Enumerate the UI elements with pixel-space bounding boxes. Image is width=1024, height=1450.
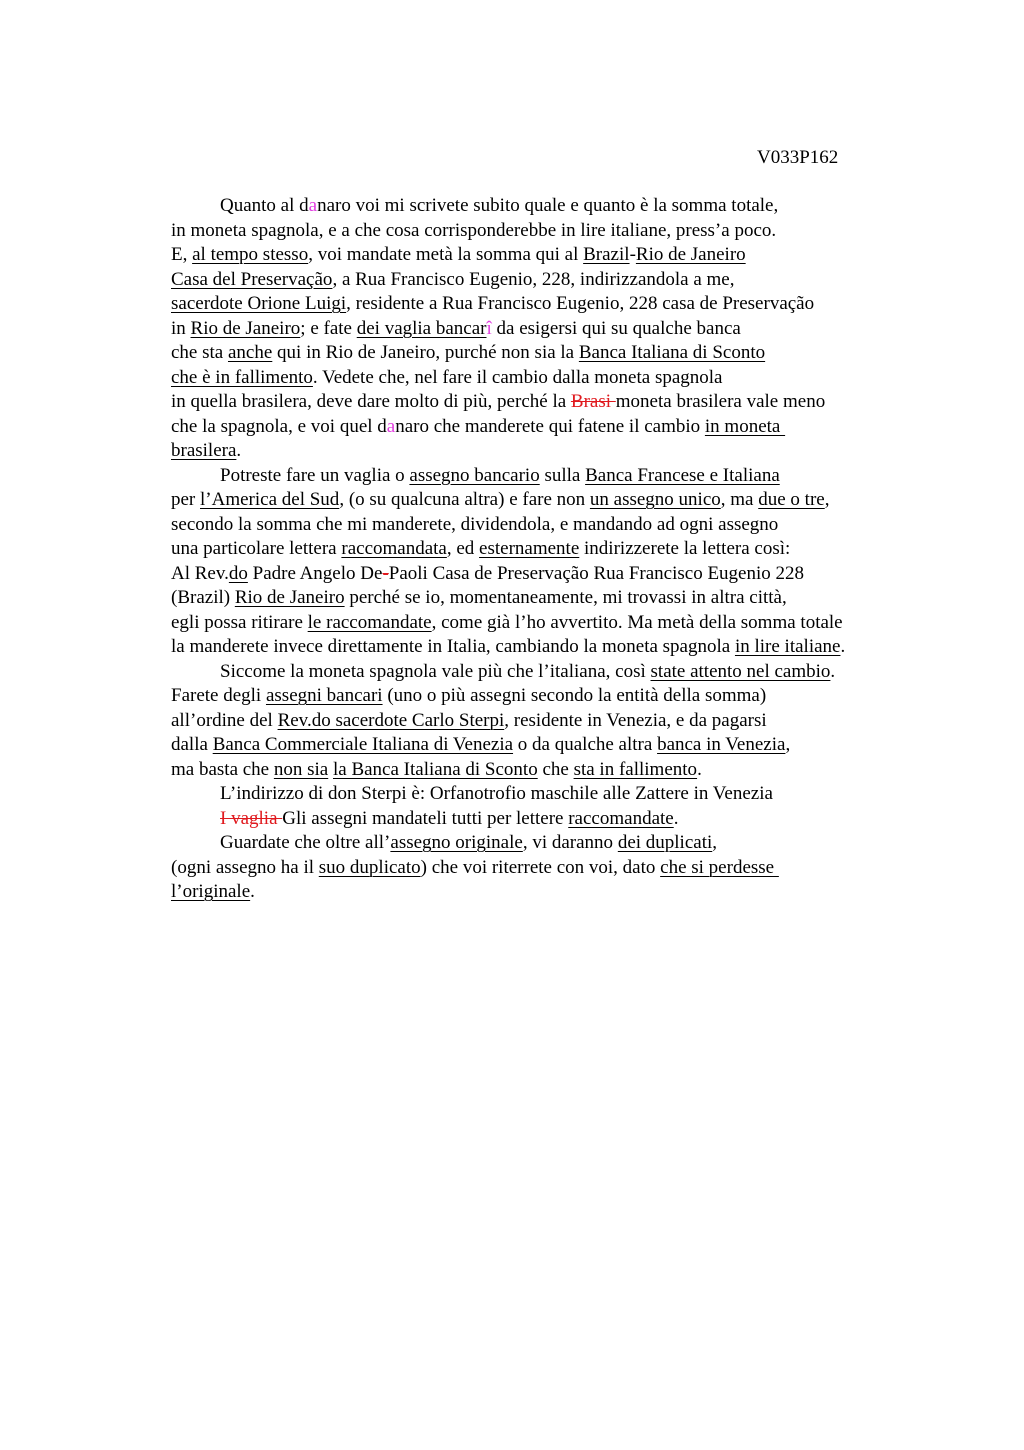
text-line — [171, 341, 931, 366]
text-line — [171, 880, 931, 905]
text-segment: (Brazil) — [171, 587, 235, 608]
text-line — [171, 439, 931, 464]
text-segment: Farete degli — [171, 685, 266, 706]
underlined-text: Brazil — [583, 244, 630, 265]
text-segment: qui in Rio de Janeiro, purché non sia la — [272, 342, 579, 363]
underlined-text: suo duplicato — [318, 856, 421, 878]
inserted-text: î — [486, 317, 492, 339]
text-segment: ma basta che — [171, 758, 274, 780]
deleted-text: Brasi — [570, 391, 616, 412]
text-segment: , — [785, 734, 791, 755]
text-line — [171, 513, 931, 538]
underlined-text: assegno originale — [390, 832, 523, 853]
text-segment: , residente a Rua Francisco Eugenio, 228 casa de Preservação — [346, 293, 815, 314]
text-line — [171, 464, 931, 489]
underlined-text: Rio de Janeiro — [234, 587, 345, 608]
text-segment: naro che manderete qui fatene il cambio — [395, 415, 705, 437]
text-segment: L’indirizzo di don Sterpi è: Orfanotrofio maschile alle Zattere in Venezia — [220, 783, 773, 804]
text-segment: ) che voi riterrete con voi, dato — [420, 856, 661, 878]
underlined-text: in moneta — [704, 415, 786, 437]
underlined-text: brasilera — [171, 440, 237, 461]
text-segment: dalla — [171, 734, 213, 755]
text-segment: , voi mandate metà la somma qui al — [308, 244, 584, 265]
text-segment: ; e fate — [300, 317, 357, 339]
underlined-text: dei vaglia bancar — [356, 317, 487, 339]
text-segment: che — [537, 758, 574, 780]
text-line — [171, 807, 931, 832]
text-line — [171, 292, 931, 317]
text-segment: o da qualche altra — [513, 734, 658, 755]
text-segment: , ma — [720, 489, 759, 510]
text-segment: , — [824, 489, 830, 510]
text-segment: , come già l’ho avvertito. Ma metà della somma totale — [431, 611, 843, 633]
underlined-text: Banca Francese e Italiana — [585, 464, 780, 486]
text-line — [171, 586, 931, 611]
text-line — [171, 317, 931, 342]
underlined-text: l’America del Sud — [200, 489, 340, 510]
letter-body — [171, 194, 931, 905]
text-line — [171, 831, 931, 856]
underlined-text: che si perdesse — [660, 856, 779, 878]
text-line — [171, 758, 931, 783]
text-segment: , — [712, 832, 718, 853]
text-segment: Quanto al d — [220, 195, 309, 216]
text-segment: secondo la somma che mi manderete, dividendola, e mandando ad ogni assegno — [171, 513, 779, 535]
text-segment: in quella brasilera, deve dare molto di più, perché la — [171, 391, 571, 412]
text-line — [171, 194, 931, 219]
page-identifier: V033P162 — [757, 147, 839, 168]
text-line — [171, 243, 931, 268]
underlined-text: banca in Venezia — [657, 734, 786, 755]
underlined-text: raccomandate — [568, 807, 674, 829]
text-segment: all’ordine del — [171, 709, 278, 731]
underlined-text: esternamente — [479, 538, 580, 559]
text-segment: che la spagnola, e voi quel d — [171, 415, 387, 437]
underlined-text: l’originale — [171, 881, 251, 902]
text-segment: Padre Angelo De — [247, 562, 383, 584]
underlined-text: do — [228, 562, 248, 584]
underlined-text: che è in fallimento — [171, 366, 313, 388]
text-segment: Al Rev. — [171, 562, 229, 584]
text-segment: in moneta spagnola, e a che cosa corrisponderebbe in lire italiane, press’a poco. — [171, 219, 777, 241]
underlined-text: sacerdote Orione Luigi — [171, 293, 347, 314]
underlined-text: assegni bancari — [265, 685, 383, 706]
deleted-text: I vaglia — [220, 807, 283, 829]
text-segment: perché se io, momentaneamente, mi trovassi in altra città, — [344, 587, 787, 608]
text-line — [171, 537, 931, 562]
underlined-text: assegno bancario — [409, 464, 540, 486]
text-segment: . — [840, 636, 846, 657]
text-line — [171, 856, 931, 881]
text-segment: una particolare lettera — [171, 538, 342, 559]
underlined-text: Banca Commerciale Italiana di Venezia — [212, 734, 514, 755]
text-segment: Gli assegni mandateli tutti per lettere — [282, 807, 569, 829]
text-segment: . Vedete che, nel fare il cambio dalla moneta spagnola — [312, 366, 723, 388]
text-line — [171, 733, 931, 758]
text-segment: , vi daranno — [522, 832, 618, 853]
text-segment: . — [236, 440, 242, 461]
text-segment: egli possa ritirare — [171, 611, 308, 633]
text-line — [171, 488, 931, 513]
text-segment: Paoli Casa de Preservação Rua Francisco Eugenio 228 — [388, 562, 805, 584]
text-segment: (ogni assegno ha il — [171, 856, 319, 878]
underlined-text: sta in fallimento — [573, 758, 698, 780]
text-segment: . — [250, 881, 255, 902]
underlined-text: la Banca Italiana di Sconto — [332, 758, 538, 780]
text-segment: , (o su qualcuna altra) e fare non — [339, 489, 590, 510]
text-segment: (uno o più assegni secondo la entità della somma) — [382, 685, 767, 706]
text-segment: moneta brasilera vale meno — [615, 391, 826, 412]
text-line — [171, 684, 931, 709]
text-segment: . — [697, 758, 702, 780]
underlined-text: Banca Italiana di Sconto — [578, 342, 766, 363]
underlined-text: due o tre — [758, 489, 825, 510]
text-segment: Siccome la moneta spagnola vale più che l’italiana, così — [220, 660, 651, 682]
text-segment: , ed — [446, 538, 480, 559]
inserted-text: a — [386, 415, 396, 437]
text-segment: la manderete invece direttamente in Italia, cambiando la moneta spagnola — [171, 636, 735, 657]
inserted-text: a — [308, 195, 318, 216]
text-segment: naro voi mi scrivete subito quale e quanto è la somma totale, — [317, 195, 779, 216]
text-segment: sulla — [539, 464, 586, 486]
text-line — [171, 219, 931, 244]
underlined-text: anche — [227, 342, 273, 363]
deleted-text: - — [382, 562, 389, 584]
text-line — [171, 611, 931, 636]
underlined-text: al tempo stesso — [192, 244, 309, 265]
underlined-text: Rio de Janeiro — [635, 244, 746, 265]
underlined-text: Rio de Janeiro — [190, 317, 301, 339]
text-segment: , residente in Venezia, e da pagarsi — [504, 709, 767, 731]
text-segment: E, — [171, 244, 193, 265]
text-segment: . — [830, 660, 836, 682]
text-segment: per — [171, 489, 201, 510]
text-segment: Guardate che oltre all’ — [220, 832, 391, 853]
text-segment: in — [171, 317, 191, 339]
text-line — [171, 366, 931, 391]
underlined-text: Rev.do sacerdote Carlo Sterpi — [277, 709, 505, 731]
text-line — [171, 390, 931, 415]
underlined-text: un assegno unico — [589, 489, 721, 510]
underlined-text: non sia — [273, 758, 329, 780]
text-segment: Potreste fare un vaglia o — [220, 464, 410, 486]
text-segment: , a Rua Francisco Eugenio, 228, indirizzandola a me, — [332, 268, 735, 290]
underlined-text: raccomandata — [341, 538, 447, 559]
underlined-text: dei duplicati — [617, 832, 713, 853]
text-line — [171, 415, 931, 440]
text-segment: indirizzerete la lettera così: — [579, 538, 791, 559]
text-segment: . — [673, 807, 679, 829]
text-line — [171, 635, 931, 660]
text-line — [171, 268, 931, 293]
text-line — [171, 709, 931, 734]
underlined-text: state attento nel cambio — [650, 660, 831, 682]
text-line — [171, 660, 931, 685]
text-line — [171, 782, 931, 807]
text-line — [171, 562, 931, 587]
underlined-text: in lire italiane — [734, 636, 841, 657]
text-segment: che sta — [171, 342, 228, 363]
text-segment: - — [629, 244, 636, 265]
underlined-text: le raccomandate — [307, 611, 432, 633]
underlined-text: Casa del Preservação — [171, 268, 333, 290]
text-segment: da esigersi qui su qualche banca — [491, 317, 741, 339]
